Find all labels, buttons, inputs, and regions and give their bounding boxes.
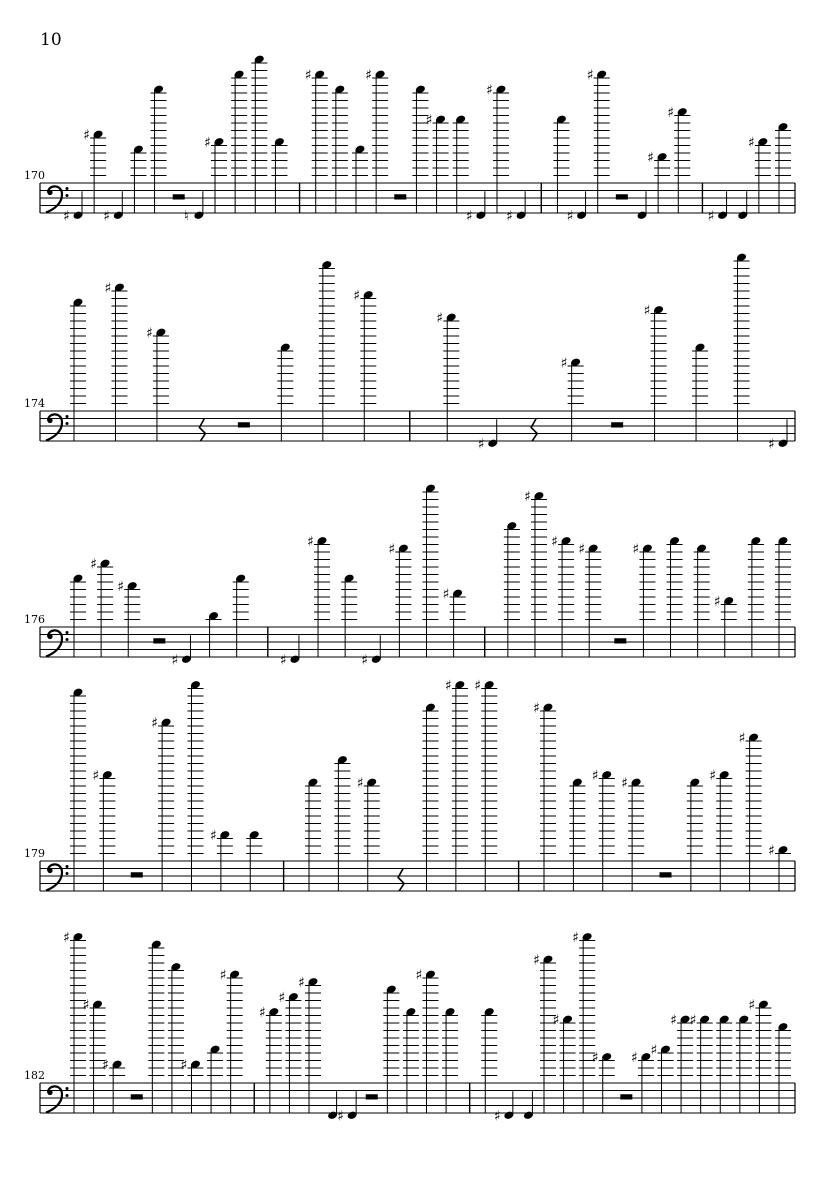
sharp-icon: ♯: [425, 112, 433, 129]
sharp-icon: ♯: [552, 1012, 560, 1029]
sharp-icon: ♯: [506, 208, 513, 225]
natural-icon: ♮: [183, 208, 189, 225]
sharp-icon: ♯: [436, 310, 444, 327]
sharp-icon: ♯: [650, 1042, 658, 1059]
sharp-icon: ♯: [180, 1057, 188, 1074]
rest-whole: [611, 422, 623, 427]
sharp-icon: ♯: [117, 578, 125, 595]
sharp-icon: ♯: [578, 541, 585, 558]
bass-clef-dot: [66, 872, 69, 875]
rest-whole: [614, 638, 626, 643]
bass-clef-dot: [47, 190, 52, 195]
sharp-icon: ♯: [566, 208, 574, 225]
sharp-icon: ♯: [104, 280, 112, 297]
sharp-icon: ♯: [102, 1057, 109, 1074]
bass-clef-dot: [66, 415, 69, 418]
sharp-icon: ♯: [258, 1004, 266, 1021]
rest-whole: [616, 194, 628, 199]
sharp-icon: ♯: [151, 715, 158, 732]
bass-clef-dot: [47, 1090, 52, 1095]
sharp-icon: ♯: [90, 556, 97, 573]
bass-clef-dot: [66, 1094, 69, 1097]
bass-clef-dot: [66, 1087, 69, 1090]
sharp-icon: ♯: [667, 104, 675, 121]
bass-clef-dot: [66, 422, 69, 425]
sharp-icon: ♯: [643, 302, 651, 319]
sharp-icon: ♯: [632, 541, 640, 558]
sharp-icon: ♯: [647, 149, 654, 166]
sharp-icon: ♯: [388, 541, 396, 558]
bass-clef-dot: [66, 865, 69, 868]
sharp-icon: ♯: [713, 593, 721, 610]
sharp-icon: ♯: [356, 775, 364, 792]
bass-clef-dot: [66, 194, 69, 197]
sharp-icon: ♯: [204, 134, 211, 151]
sharp-icon: ♯: [92, 767, 100, 784]
rest-quarter: [199, 419, 205, 442]
sharp-icon: ♯: [523, 488, 531, 505]
sharp-icon: ♯: [82, 997, 90, 1014]
bass-clef-dot: [47, 418, 52, 423]
sharp-icon: ♯: [486, 82, 493, 99]
sharp-icon: ♯: [586, 67, 594, 84]
sharp-icon: ♯: [748, 997, 756, 1014]
sharp-icon: ♯: [337, 1108, 344, 1125]
staff-system: [24, 54, 795, 224]
rest-whole: [153, 638, 165, 643]
bass-clef-dot: [66, 187, 69, 190]
sharp-icon: ♯: [551, 533, 558, 550]
rest-whole: [238, 422, 250, 427]
sharp-icon: ♯: [444, 677, 452, 694]
rest-whole: [394, 194, 406, 199]
rest-whole: [131, 872, 143, 877]
staff-system: [24, 483, 795, 668]
sharp-icon: ♯: [465, 208, 473, 225]
bass-clef-dot: [66, 638, 69, 641]
sharp-icon: ♯: [768, 436, 775, 453]
bass-clef-dot: [47, 634, 52, 639]
sharp-icon: ♯: [307, 533, 314, 550]
sharp-icon: ♯: [171, 652, 179, 669]
sharp-icon: ♯: [63, 929, 70, 946]
measure-number: 170: [24, 169, 45, 182]
sharp-icon: ♯: [533, 700, 540, 717]
staff-system: [24, 252, 795, 452]
sharp-icon: ♯: [353, 287, 361, 304]
staff-system: [24, 678, 795, 891]
sharp-icon: ♯: [279, 652, 287, 669]
sharp-icon: ♯: [591, 767, 599, 784]
sharp-icon: ♯: [621, 775, 628, 792]
sharp-icon: ♯: [415, 967, 423, 984]
bass-clef-dot: [66, 631, 69, 634]
sharp-icon: ♯: [209, 827, 217, 844]
bass-clef-dot: [47, 868, 52, 873]
rest-16th: [531, 419, 537, 442]
sharp-icon: ♯: [493, 1108, 501, 1125]
measure-number: 176: [24, 613, 45, 626]
sharp-icon: ♯: [83, 127, 90, 144]
sharp-icon: ♯: [747, 134, 755, 151]
sharp-icon: ♯: [278, 989, 286, 1006]
rest-whole: [366, 1094, 378, 1099]
rest-16th: [398, 869, 404, 892]
sharp-icon: ♯: [630, 1049, 638, 1066]
measure-number: 182: [24, 1069, 45, 1082]
sharp-icon: ♯: [442, 586, 450, 603]
rest-whole: [173, 194, 185, 199]
sharp-icon: ♯: [365, 67, 372, 84]
sharp-icon: ♯: [709, 767, 717, 784]
sharp-icon: ♯: [474, 677, 482, 694]
sharp-icon: ♯: [477, 436, 485, 453]
measure-number: 179: [24, 847, 45, 860]
measure-number: 174: [24, 397, 45, 410]
sharp-icon: ♯: [707, 208, 715, 225]
sharp-icon: ♯: [145, 325, 153, 342]
sharp-icon: ♯: [560, 355, 568, 372]
sharp-icon: ♯: [572, 929, 579, 946]
rest-whole: [131, 1094, 143, 1099]
sharp-icon: ♯: [298, 974, 305, 991]
rest-whole: [660, 872, 672, 877]
rest-whole: [620, 1094, 632, 1099]
sharp-icon: ♯: [689, 1012, 697, 1029]
sharp-icon: ♯: [304, 67, 312, 84]
sharp-icon: ♯: [533, 952, 540, 969]
sharp-icon: ♯: [591, 1049, 599, 1066]
sharp-icon: ♯: [63, 208, 70, 225]
sharp-icon: ♯: [768, 842, 775, 859]
sharp-icon: ♯: [670, 1012, 677, 1029]
sharp-icon: ♯: [219, 967, 227, 984]
sharp-icon: ♯: [361, 652, 369, 669]
sharp-icon: ♯: [103, 208, 111, 225]
page-number: 10: [40, 30, 62, 50]
sharp-icon: ♯: [738, 730, 746, 747]
staff-system: [24, 930, 795, 1125]
